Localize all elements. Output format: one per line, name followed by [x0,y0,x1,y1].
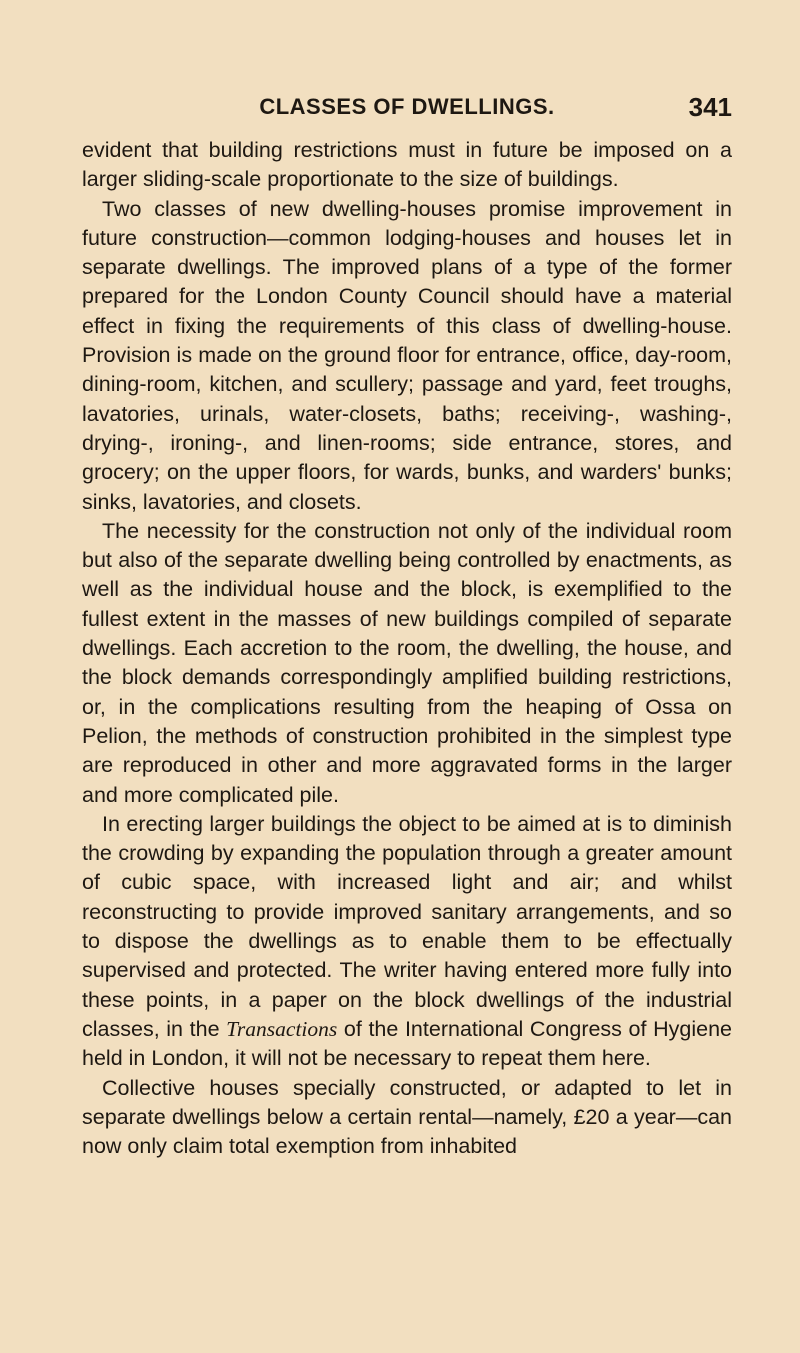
paragraph-text-after-italic: of the International Congress of Hygiene held in London, it will not be necessary to repeat them here. [82,1016,732,1071]
paragraph-collective-houses: Collective houses specially constructed, or adapted to let in separate dwellings below a certain rental—namely, £20 a year—can now only claim total exemption from inhabited [82,1075,732,1159]
paragraph-lodging-houses: Two classes of new dwelling-houses promise improvement in future construction—common lodging-houses and houses let in separate dwellings. The improved plans of a type of the former prepared for the London County Council should have a material effect in fixing the requirements of this class of dwelling-house. Provision is made on the ground floor for entrance, office, day-room, dining-room, kitchen, and scullery; passage and yard, feet troughs, lavatories, urinals, water-closets, baths; receiving-, washing-, drying-, ironing-, and linen-rooms; side entrance, stores, and grocery; on the upper floors, for wards, bunks, and warders' bunks; sinks, lavatories, and closets. [82,196,732,514]
paragraph-text-before-italic: In erecting larger buildings the object to be aimed at is to diminish the crowding by expanding the population through a greater amount of cubic space, with increased light and air; and whilst reconstructing to provide improved sanitary arrangements, and so to dispose the dwellings as to enable them to be effectually supervised and protected. The writer having entered more fully into these points, in a paper on the block dwellings of the industrial classes, in the [82,811,732,1041]
italic-title-transactions: Transactions [226,1016,338,1041]
paragraph-larger-buildings [82,810,732,1074]
running-head [82,92,732,136]
book-page [82,92,732,1161]
running-title: CLASSES OF DWELLINGS. [259,94,555,119]
body-text [82,136,732,1161]
paragraph-separate-dwellings: The necessity for the construction not only of the individual room but also of the separate dwelling being controlled by enactments, as well as the individual house and the block, is exemplified to the fullest extent in the masses of new buildings compiled of separate dwellings. Each accretion to the room, the dwelling, the house, and the block demands correspondingly amplified building restrictions, or, in the complications resulting from the heaping of Ossa on Pelion, the methods of construction prohibited in the simplest type are reproduced in other and more aggravated forms in the larger and more complicated pile. [82,518,732,807]
page-number: 341 [688,92,732,122]
paragraph-continuation: evident that building restrictions must in future be imposed on a larger sliding-scale proportionate to the size of buildings. [82,138,732,192]
